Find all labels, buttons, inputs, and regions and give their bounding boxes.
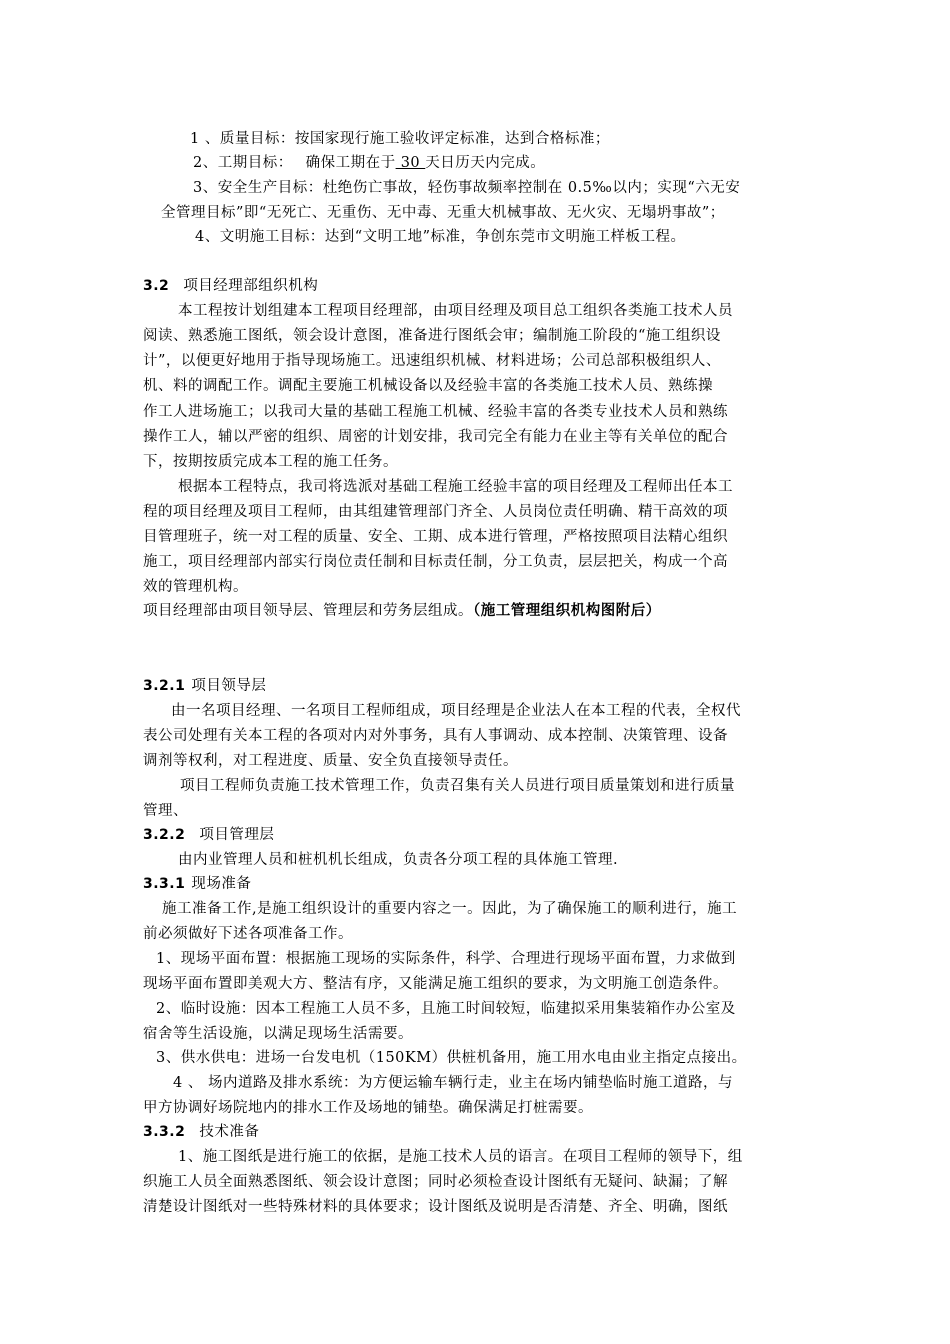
paragraph-line: 项目工程师负责施工技术管理工作，负责召集有关人员进行项目质量策划和进行质量: [180, 778, 735, 794]
paragraph-line: 施工，项目经理部内部实行岗位责任制和目标责任制，分工负责，层层把关，构成一个高: [143, 554, 728, 570]
section-heading-3-2-1: [143, 676, 266, 696]
paragraph-line: 操作工人，辅以严密的组织、周密的计划安排，我司完全有能力在业主等有关单位的配合: [143, 429, 728, 445]
paragraph-line: 调剂等权利，对工程进度、质量、安全负直接领导责任。: [143, 753, 518, 769]
section-number: 3.2.1: [143, 678, 186, 694]
goal-safety-line1: 3、安全生产目标：杜绝伤亡事故，轻伤事故频率控制在 0.5‰以内；实现“六无安: [193, 180, 741, 196]
section-title: 项目经理部组织机构: [183, 278, 319, 294]
paragraph-line: 作工人进场施工；以我司大量的基础工程施工机械、经验丰富的各类专业技术人员和熟练: [143, 404, 728, 420]
list-item-line: 甲方协调好场院地内的排水工作及场地的铺垫。确保满足打桩需要。: [143, 1100, 593, 1116]
section-heading-3-3-1: [143, 874, 251, 894]
goal-schedule-days: 30: [395, 155, 426, 171]
paragraph-line: 效的管理机构。: [143, 579, 248, 595]
org-chart-note: （施工管理组织机构图附后）: [473, 602, 661, 619]
paragraph-line: 施工准备工作,是施工组织设计的重要内容之一。因此，为了确保施工的顺利进行，施工: [162, 901, 738, 917]
list-item-line: 4 、 场内道路及排水系统：为方便运输车辆行走，业主在场内铺垫临时施工道路，与: [173, 1075, 733, 1091]
section-title: 技术准备: [199, 1124, 260, 1140]
list-item-line: 现场平面布置即美观大方、整洁有序，又能满足施工组织的要求，为文明施工创造条件。: [143, 976, 728, 992]
section-number: 3.3.1: [143, 876, 186, 892]
section-number: 3.2.2: [143, 827, 186, 843]
goal-safety-line2: 全管理目标”即“无死亡、无重伤、无中毒、无重大机械事故、无火灾、无塌坍事故”；: [161, 205, 725, 221]
paragraph-line: 管理、: [143, 803, 188, 819]
list-item-line: 清楚设计图纸对一些特殊材料的具体要求；设计图纸及说明是否清楚、齐全、明确，图纸: [143, 1199, 728, 1215]
list-item-line: 3、供水供电：进场一台发电机（150KM）供桩机备用，施工用水电由业主指定点接出。: [156, 1050, 747, 1066]
goal-civil: 4、文明施工目标：达到“文明工地”标准，争创东莞市文明施工样板工程。: [195, 229, 686, 245]
paragraph-line: 下，按期按质完成本工程的施工任务。: [143, 454, 398, 470]
list-item-line: 1、现场平面布置：根据施工现场的实际条件，科学、合理进行现场平面布置，力求做到: [156, 951, 736, 967]
org-summary: 项目经理部由项目领导层、管理层和劳务层组成。: [143, 603, 473, 619]
goal-schedule: [193, 153, 545, 173]
section-title: 现场准备: [191, 876, 252, 892]
list-item-line: 织施工人员全面熟悉图纸、领会设计意图；同时必须检查设计图纸有无疑问、缺漏；了解: [143, 1174, 728, 1190]
paragraph-line: 由内业管理人员和桩机机长组成，负责各分项工程的具体施工管理.: [178, 852, 619, 868]
section-heading-3-3-2: [143, 1122, 259, 1142]
paragraph-line: 目管理班子，统一对工程的质量、安全、工期、成本进行管理，严格按照项目法精心组织: [143, 529, 728, 545]
paragraph-line: 前必须做好下述各项准备工作。: [143, 926, 353, 942]
paragraph-line: 根据本工程特点，我司将选派对基础工程施工经验丰富的项目经理及工程师出任本工: [178, 479, 733, 495]
goal-schedule-prefix: 2、工期目标： 确保工期在于: [193, 155, 396, 171]
section-number: 3.2: [143, 278, 170, 294]
paragraph-line: 阅读、熟悉施工图纸，领会设计意图，准备进行图纸会审；编制施工阶段的“施工组织设: [143, 328, 721, 344]
paragraph-line: 计”，以便更好地用于指导现场施工。迅速组织机械、材料进场；公司总部积极组织人、: [143, 353, 721, 369]
paragraph-line: 由一名项目经理、一名项目工程师组成，项目经理是企业法人在本工程的代表，全权代: [171, 703, 741, 719]
list-item-line: 宿舍等生活设施，以满足现场生活需要。: [143, 1026, 413, 1042]
section-heading-3-2: [143, 276, 318, 296]
list-item-line: 2、临时设施：因本工程施工人员不多，且施工时间较短，临建拟采用集装箱作办公室及: [156, 1001, 736, 1017]
list-item-line: 1、施工图纸是进行施工的依据，是施工技术人员的语言。在项目工程师的领导下，组: [178, 1149, 743, 1165]
paragraph-line: [143, 601, 661, 621]
goal-quality: 1 、质量目标：按国家现行施工验收评定标准，达到合格标准；: [190, 131, 610, 147]
section-number: 3.3.2: [143, 1124, 186, 1140]
paragraph-line: 表公司处理有关本工程的各项对内对外事务，具有人事调动、成本控制、决策管理、设备: [143, 728, 728, 744]
paragraph-line: 程的项目经理及项目工程师，由其组建管理部门齐全、人员岗位责任明确、精干高效的项: [143, 504, 728, 520]
section-heading-3-2-2: [143, 825, 274, 845]
paragraph-line: 机、料的调配工作。调配主要施工机械设备以及经验丰富的各类施工技术人员、熟练操: [143, 378, 713, 394]
paragraph-line: 本工程按计划组建本工程项目经理部，由项目经理及项目总工组织各类施工技术人员: [178, 303, 733, 319]
section-title: 项目领导层: [191, 678, 267, 694]
section-title: 项目管理层: [199, 827, 275, 843]
goal-schedule-suffix: 天日历天内完成。: [425, 155, 546, 171]
